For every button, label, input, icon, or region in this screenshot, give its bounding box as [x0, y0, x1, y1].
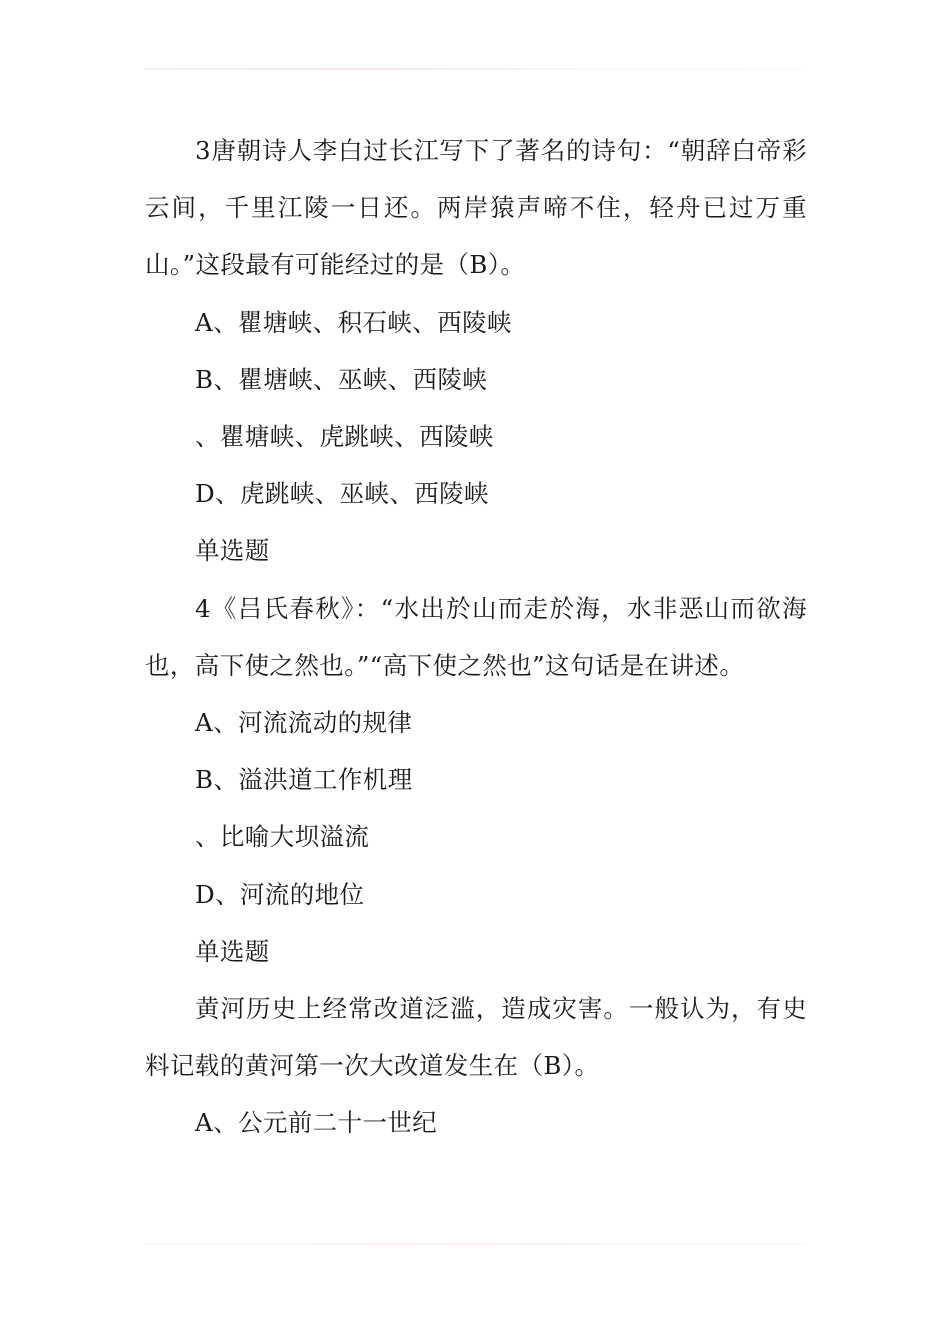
question-5-text: 黄河历史上经常改道泛滥，造成灾害。一般认为，有史料记载的黄河第一次大改道发生在（B）。: [145, 994, 807, 1081]
question-type-label: 单选题: [195, 936, 270, 966]
header-rule: [145, 68, 805, 70]
question-3-option-b: B、瞿塘峡、巫峡、西陵峡: [195, 364, 488, 394]
question-4-option-b: B、溢洪道工作机理: [195, 765, 413, 795]
document-body: [145, 122, 807, 1152]
question-4-option-c: 、比喻大坝溢流: [195, 822, 370, 852]
question-3-option-d: D、虎跳峡、巫峡、西陵峡: [195, 479, 489, 509]
question-5-option-a: A、公元前二十一世纪: [195, 1108, 438, 1138]
question-3-option-c: 、瞿塘峡、虎跳峡、西陵峡: [195, 422, 494, 452]
question-4-option-d: D、河流的地位: [195, 879, 365, 909]
question-4-option-a: A、河流流动的规律: [195, 708, 413, 738]
question-type-label: 单选题: [195, 536, 270, 566]
question-4-text: 4《吕氏春秋》：“水出於山而走於海，水非恶山而欲海也，高下使之然也。”“高下使之然也”这句话是在讲述。: [145, 593, 807, 680]
question-3-option-a: A、瞿塘峡、积石峡、西陵峡: [195, 307, 512, 337]
footer-rule: [145, 1243, 805, 1245]
question-3-text: 3唐朝诗人李白过长江写下了著名的诗句：“朝辞白帝彩云间，千里江陵一日还。两岸猿声啼不住，轻舟已过万重山。”这段最有可能经过的是（B）。: [145, 136, 807, 280]
